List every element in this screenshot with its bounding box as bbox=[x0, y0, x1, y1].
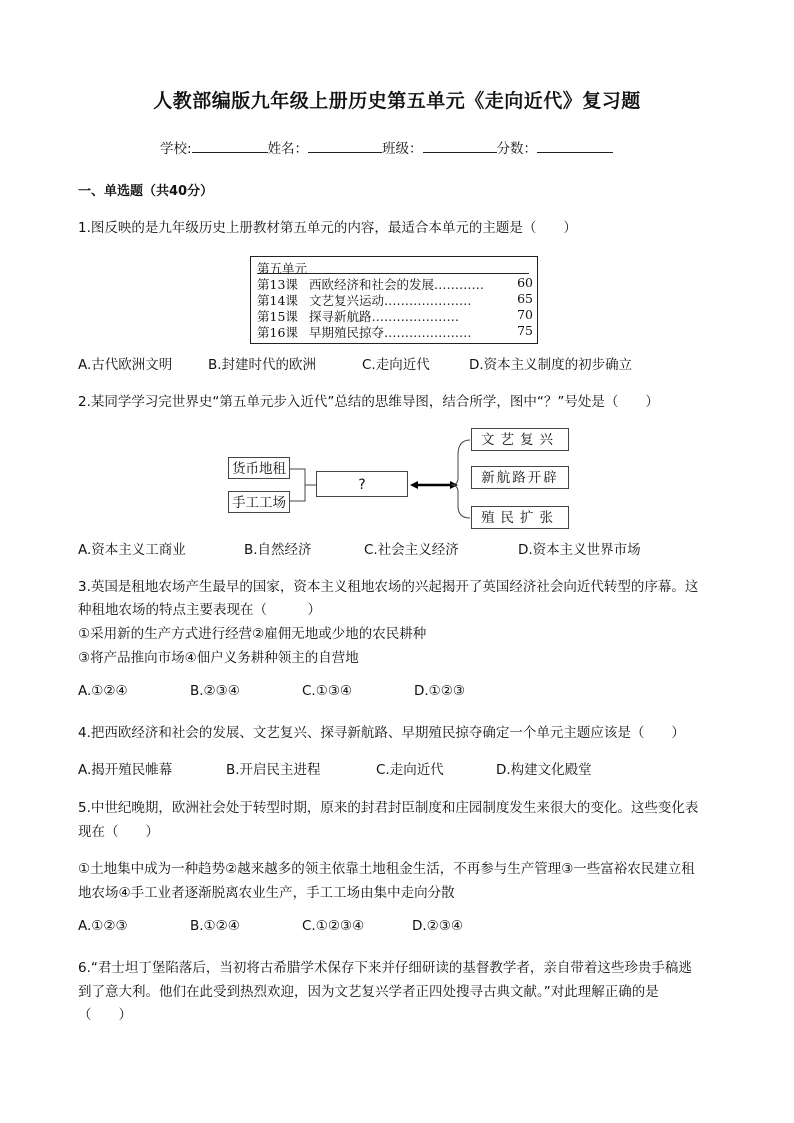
lesson-page: 60 bbox=[517, 275, 533, 290]
q1-option-b[interactable]: B.封建时代的欧洲 bbox=[208, 357, 317, 373]
lesson-page: 65 bbox=[517, 291, 533, 306]
name-label: 姓名： bbox=[267, 141, 309, 157]
question-5-stem-line: 5.中世纪晚期，欧洲社会处于转型时期，原来的封君封臣制度和庄园制度发生来很大的变化。这些变化表 bbox=[78, 800, 699, 816]
lesson-title: 早期殖民掠夺………………… bbox=[309, 325, 472, 340]
q3-option-c[interactable]: C.①③④ bbox=[302, 683, 353, 699]
question-1-stem: 1.图反映的是九年级历史上册教材第五单元的内容，最适合本单元的主题是（ ） bbox=[78, 220, 577, 236]
q5-option-a[interactable]: A.①②③ bbox=[78, 918, 128, 934]
lesson-title: 探寻新航路………………… bbox=[309, 309, 460, 324]
unit-table-header: 第五单元 bbox=[257, 261, 308, 276]
question-5-item-line: ①土地集中成为一种趋势②越来越多的领主依靠土地租金生活，不再参与生产管理③一些富裕农民建立租 bbox=[78, 861, 695, 877]
q5-option-c[interactable]: C.①②③④ bbox=[302, 918, 365, 934]
question-3-item-line: ①采用新的生产方式进行经营②雇佣无地或少地的农民耕种 bbox=[78, 626, 427, 642]
lesson-number: 第13课 bbox=[257, 277, 298, 292]
q4-option-c[interactable]: C.走向近代 bbox=[376, 762, 444, 778]
lesson-number: 第14课 bbox=[257, 293, 298, 308]
question-3-item-line: ③将产品推向市场④佃户义务耕种领主的自营地 bbox=[78, 650, 359, 666]
class-label: 班级： bbox=[382, 141, 423, 157]
currency-rent-box: 货币地租 bbox=[228, 457, 290, 479]
section-heading: 一、单选题（共40分） bbox=[78, 184, 214, 199]
q2-option-d[interactable]: D.资本主义世界市场 bbox=[518, 542, 641, 558]
colonial-expansion-box: 殖民扩张 bbox=[471, 506, 569, 529]
question-6-stem-line: （ ） bbox=[78, 1007, 132, 1023]
question-3-stem-line: 种租地农场的特点主要表现在（ ） bbox=[78, 602, 321, 618]
lesson-title: 西欧经济和社会的发展………… bbox=[309, 277, 485, 292]
question-3-stem-line: 3.英国是租地农场产生最早的国家，资本主义租地农场的兴起揭开了英国经济社会向近代转型的序幕。这 bbox=[78, 579, 699, 595]
renaissance-box: 文艺复兴 bbox=[471, 428, 569, 451]
q4-option-a[interactable]: A.揭开殖民帷幕 bbox=[78, 762, 173, 778]
new-sea-route-box: 新航路开辟 bbox=[471, 466, 569, 489]
lesson-title: 文艺复兴运动………………… bbox=[309, 293, 472, 308]
q1-option-d[interactable]: D.资本主义制度的初步确立 bbox=[469, 357, 633, 373]
question-2-stem: 2.某同学学习完世界史“第五单元步入近代”总结的思维导图，结合所学，图中“？”号处是（ ） bbox=[78, 394, 659, 410]
score-label: 分数： bbox=[496, 141, 538, 157]
question-5-stem-line: 现在（ ） bbox=[78, 824, 159, 840]
q5-option-d[interactable]: D.②③④ bbox=[412, 918, 463, 934]
lesson-number: 第15课 bbox=[257, 309, 298, 324]
q2-option-c[interactable]: C.社会主义经济 bbox=[364, 542, 459, 558]
question-4-stem: 4.把西欧经济和社会的发展、文艺复兴、探寻新航路、早期殖民掠夺确定一个单元主题应该是（ ） bbox=[78, 725, 685, 741]
q1-option-a[interactable]: A.古代欧洲文明 bbox=[78, 357, 173, 373]
question-6-stem-line: 到了意大利。他们在此受到热烈欢迎，因为文艺复兴学者正四处搜寻古典文献。”对此理解正确的是 bbox=[78, 984, 659, 1000]
q1-option-c[interactable]: C.走向近代 bbox=[362, 357, 430, 373]
q5-option-b[interactable]: B.①②④ bbox=[190, 918, 240, 934]
q3-option-b[interactable]: B.②③④ bbox=[190, 683, 240, 699]
q3-option-d[interactable]: D.①②③ bbox=[414, 683, 465, 699]
handicraft-workshop-box: 手工工场 bbox=[228, 491, 290, 513]
question-5-item-line: 地农场④手工业者逐渐脱离农业生产，手工工场由集中走向分散 bbox=[78, 885, 455, 901]
lesson-page: 75 bbox=[517, 323, 533, 338]
lesson-page: 70 bbox=[517, 307, 533, 322]
question-6-stem-line: 6.“君士坦丁堡陷落后，当初将古希腊学术保存下来并仔细研读的基督教学者，亲自带着这些珍贵手稿逃 bbox=[78, 960, 692, 976]
q2-option-b[interactable]: B.自然经济 bbox=[244, 542, 312, 558]
page-title: 人教部编版九年级上册历史第五单元《走向近代》复习题 bbox=[153, 90, 641, 112]
q3-option-a[interactable]: A.①②④ bbox=[78, 683, 128, 699]
lesson-number: 第16课 bbox=[257, 325, 298, 340]
q2-option-a[interactable]: A.资本主义工商业 bbox=[78, 542, 186, 558]
q4-option-d[interactable]: D.构建文化殿堂 bbox=[496, 762, 592, 778]
q4-option-b[interactable]: B.开启民主进程 bbox=[226, 762, 321, 778]
question-mark-box: ? bbox=[316, 471, 408, 497]
school-label: 学校: bbox=[160, 141, 192, 157]
